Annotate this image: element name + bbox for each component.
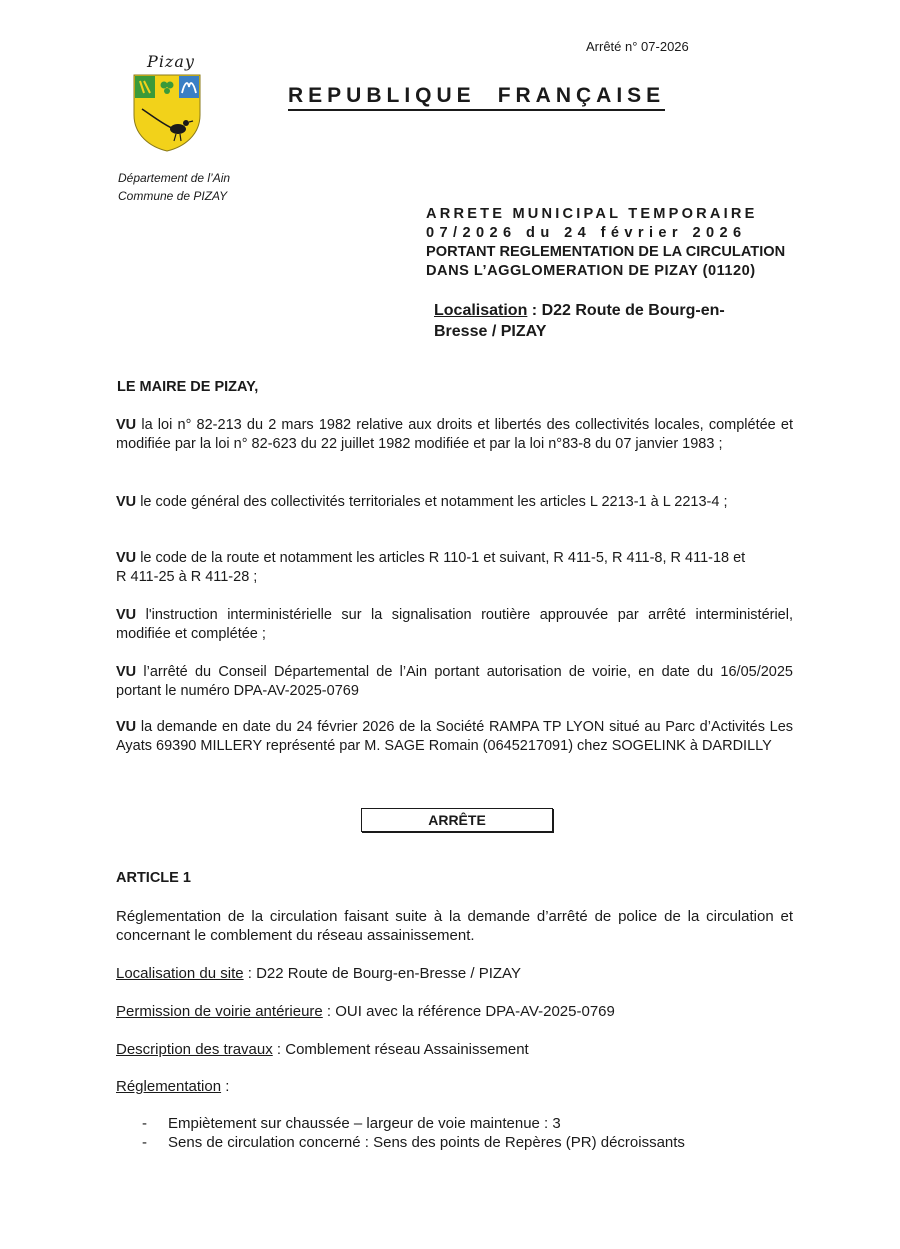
- republic-word: REPUBLIQUE: [288, 84, 476, 107]
- vu-paragraph: VU le code de la route et notamment les articles R 110-1 et suivant, R 411-5, R 411-8, R 411-18 et R 411-25 à R 411-28 ;: [116, 550, 746, 585]
- arrete-box: ARRÊTE: [361, 808, 553, 832]
- description-label: Description des travaux: [116, 1041, 273, 1058]
- site-label: Localisation du site: [116, 965, 244, 982]
- description-line: [116, 1040, 529, 1059]
- vu-paragraph: VU la demande en date du 24 février 2026 de la Société RAMPA TP LYON situé au Parc d’Activités Les Ayats 69390 MILLERY représenté par M. SAGE Romain (0645217091) chez SOGELINK à DARDILLY: [116, 719, 794, 754]
- vu-paragraph: VU l’arrêté du Conseil Départemental de l’Ain portant autorisation de voirie, en date du 16/05/2025 portant le numéro DPA-AV-2025-0769: [116, 664, 793, 699]
- reglementation-line: Réglementation :: [116, 1078, 230, 1095]
- title-line-4: DANS L’AGGLOMERATION DE PIZAY (01120): [426, 263, 756, 279]
- shield-icon: [128, 73, 206, 153]
- department-line: Département de l’Ain: [118, 171, 231, 185]
- vu-paragraph: VU la loi n° 82-213 du 2 mars 1982 relative aux droits et libertés des collectivités locales, complétée et modifiée par la loi n° 82-623 du 22 juillet 1982 modifiée et par la loi n°83-8 du 07 janvier 1983 ;: [116, 417, 794, 452]
- reglementation-label: Réglementation: [116, 1078, 222, 1095]
- francaise-word: FRANÇAISE: [497, 84, 666, 107]
- title-line-2: 07/2026 du 24 février 2026: [426, 225, 747, 241]
- commune-logo: [128, 52, 210, 158]
- vu-paragraph: VU l'instruction interministérielle sur la signalisation routière approuvée par arrêté interministériel, modifiée et complétée ;: [116, 607, 793, 642]
- reglementation-list: [142, 1114, 685, 1152]
- site-line: [116, 964, 521, 983]
- decree-title: [426, 205, 785, 281]
- vu-paragraph: VU le code général des collectivités territoriales et notamment les articles L 2213-1 à L 2213-4 ;: [116, 494, 728, 510]
- maire-heading: LE MAIRE DE PIZAY,: [117, 379, 259, 395]
- list-item: - Sens de circulation concerné : Sens des points de Repères (PR) décroissants: [142, 1134, 685, 1151]
- localisation-block: Localisation : D22 Route de Bourg-en- Bresse / PIZAY: [434, 302, 725, 340]
- logo-name: Pizay: [147, 52, 195, 71]
- department-block: [118, 169, 230, 205]
- commune-line: Commune de PIZAY: [118, 189, 228, 203]
- localisation-label: Localisation: [434, 302, 528, 319]
- permission-label: Permission de voirie antérieure: [116, 1003, 323, 1020]
- description-value: : Comblement réseau Assainissement: [272, 1041, 529, 1058]
- arrete-number: Arrêté n° 07-2026: [586, 39, 689, 54]
- localisation-value-1: D22 Route de Bourg-en-: [541, 302, 725, 319]
- article-1-heading: ARTICLE 1: [116, 870, 191, 886]
- list-item: - Empiètement sur chaussée – largeur de voie maintenue : 3: [142, 1115, 561, 1132]
- article-1-intro: Réglementation de la circulation faisant suite à la demande d’arrêté de police de la circulation et concernant le comblement du réseau assainissement.: [116, 908, 793, 944]
- title-line-1: ARRETE MUNICIPAL TEMPORAIRE: [426, 206, 758, 222]
- republic-heading: [288, 84, 665, 111]
- permission-line: [116, 1002, 615, 1021]
- title-line-3: PORTANT REGLEMENTATION DE LA CIRCULATION: [426, 244, 786, 260]
- permission-value: : OUI avec la référence DPA-AV-2025-0769: [322, 1003, 615, 1020]
- site-value: : D22 Route de Bourg-en-Bresse / PIZAY: [243, 965, 521, 982]
- localisation-value-2: Bresse / PIZAY: [434, 323, 547, 340]
